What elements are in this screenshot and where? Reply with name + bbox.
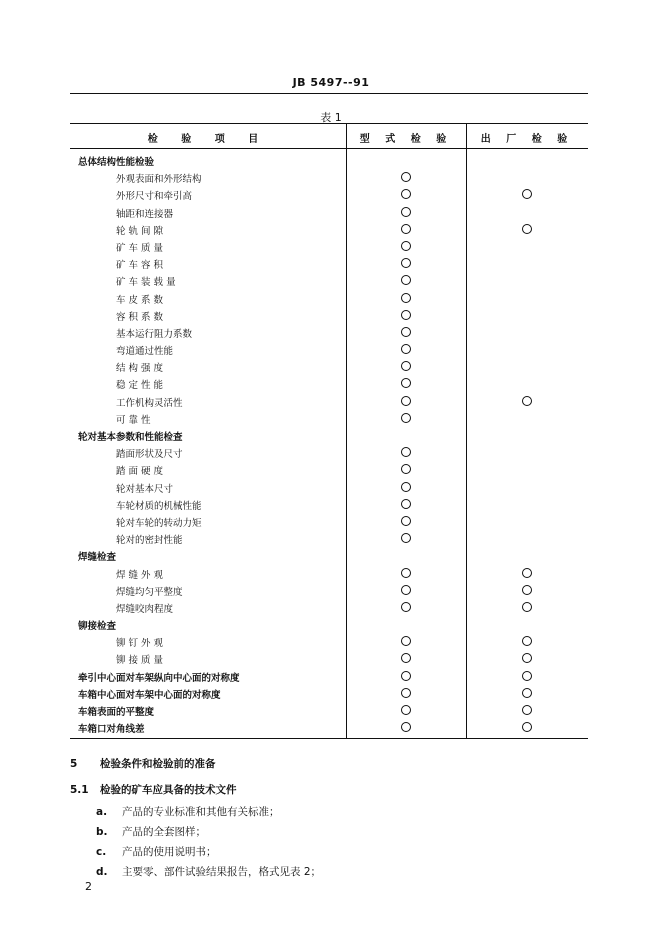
table-row <box>70 513 588 530</box>
row-label: 轮对的密封性能 <box>116 535 183 547</box>
table-row <box>70 565 588 582</box>
table-row <box>70 221 588 238</box>
row-label: 焊缝均匀平整度 <box>116 586 183 598</box>
table-row <box>70 186 588 203</box>
table-row <box>70 290 588 307</box>
table-row <box>70 272 588 289</box>
type-test-mark-icon <box>401 533 411 543</box>
row-label: 铆接检查 <box>78 621 117 633</box>
list-item: d. 主要零、部件试验结果报告，格式见表 2； <box>96 866 322 878</box>
table-row <box>70 461 588 478</box>
type-test-mark-icon <box>401 258 411 268</box>
table-row <box>70 702 588 719</box>
row-label: 容 积 系 数 <box>116 311 164 323</box>
row-label: 车 皮 系 数 <box>116 294 164 306</box>
row-label: 矿 车 质 量 <box>116 242 164 254</box>
type-test-mark-icon <box>401 636 411 646</box>
table-body <box>70 149 588 738</box>
factory-test-mark-icon <box>522 688 532 698</box>
table-row <box>70 547 588 564</box>
factory-test-mark-icon <box>522 722 532 732</box>
table-header <box>70 124 588 149</box>
factory-test-mark-icon <box>522 224 532 234</box>
table-row <box>70 444 588 461</box>
document-header: JB 5497--91 <box>292 76 370 89</box>
table-caption: 表 1 <box>320 111 342 124</box>
header-rule <box>70 93 588 94</box>
row-label: 轮对基本参数和性能检查 <box>78 432 183 443</box>
type-test-mark-icon <box>401 585 411 595</box>
table-row <box>70 393 588 410</box>
row-label: 外观表面和外形结构 <box>116 174 202 186</box>
type-test-mark-icon <box>401 344 411 354</box>
type-test-mark-icon <box>401 653 411 663</box>
factory-test-mark-icon <box>522 636 532 646</box>
list-item: a. 产品的专业标准和其他有关标准； <box>96 806 280 818</box>
table-row <box>70 341 588 358</box>
row-label: 基本运行阻力系数 <box>116 328 193 340</box>
factory-test-mark-icon <box>522 705 532 715</box>
factory-test-mark-icon <box>522 671 532 681</box>
table-row <box>70 427 588 444</box>
row-label: 车箱中心面对车架中心面的对称度 <box>78 689 221 701</box>
row-label: 踏面形状及尺寸 <box>116 449 183 461</box>
factory-test-mark-icon <box>522 602 532 612</box>
row-label: 焊 缝 外 观 <box>116 569 164 581</box>
table-row <box>70 668 588 685</box>
inspection-table <box>70 123 588 739</box>
list-item: b. 产品的全套图样； <box>96 826 206 838</box>
row-label: 弯道通过性能 <box>116 346 174 358</box>
table-row <box>70 410 588 427</box>
table-row <box>70 204 588 221</box>
row-label: 工作机构灵活性 <box>116 397 183 409</box>
header-type-test: 型 式 检 验 <box>359 134 453 145</box>
row-label: 铆 钉 外 观 <box>116 638 164 650</box>
row-label: 牵引中心面对车架纵向中心面的对称度 <box>78 672 240 684</box>
factory-test-mark-icon <box>522 568 532 578</box>
type-test-mark-icon <box>401 499 411 509</box>
list-item: c. 产品的使用说明书； <box>96 846 217 858</box>
type-test-mark-icon <box>401 671 411 681</box>
table-row <box>70 169 588 186</box>
factory-test-mark-icon <box>522 653 532 663</box>
row-label: 总体结构性能检验 <box>78 157 155 168</box>
type-test-mark-icon <box>401 310 411 320</box>
table-row <box>70 719 588 736</box>
table-row <box>70 633 588 650</box>
type-test-mark-icon <box>401 516 411 526</box>
row-label: 焊缝检查 <box>78 552 117 564</box>
type-test-mark-icon <box>401 361 411 371</box>
type-test-mark-icon <box>401 189 411 199</box>
row-label: 轮对车轮的转动力矩 <box>116 517 202 529</box>
header-factory-test: 出 厂 检 验 <box>480 134 574 145</box>
row-label: 外形尺寸和牵引高 <box>116 191 193 203</box>
table-row <box>70 152 588 169</box>
section-title: 检验条件和检验前的准备 <box>100 758 216 770</box>
type-test-mark-icon <box>401 447 411 457</box>
section-5-heading <box>70 756 216 771</box>
type-test-mark-icon <box>401 602 411 612</box>
type-test-mark-icon <box>401 378 411 388</box>
type-test-mark-icon <box>401 464 411 474</box>
type-test-mark-icon <box>401 705 411 715</box>
row-label: 结 构 强 度 <box>116 363 164 375</box>
row-label: 踏 面 硬 度 <box>116 466 164 478</box>
type-test-mark-icon <box>401 224 411 234</box>
page-number: 2 <box>85 880 92 893</box>
row-label: 焊缝咬肉程度 <box>116 603 174 615</box>
section-title: 检验的矿车应具备的技术文件 <box>100 784 237 796</box>
table-row <box>70 616 588 633</box>
table-row <box>70 479 588 496</box>
header-item: 检 验 项 目 <box>147 134 269 145</box>
type-test-mark-icon <box>401 172 411 182</box>
section-5-1-heading <box>70 782 237 797</box>
row-label: 矿 车 装 载 量 <box>116 277 176 289</box>
table-row <box>70 599 588 616</box>
table-row <box>70 496 588 513</box>
row-label: 车箱口对角线差 <box>78 724 145 736</box>
type-test-mark-icon <box>401 413 411 423</box>
table-row <box>70 650 588 667</box>
row-label: 可 靠 性 <box>116 414 151 426</box>
table-row <box>70 530 588 547</box>
type-test-mark-icon <box>401 568 411 578</box>
table-row <box>70 685 588 702</box>
row-label: 轮对基本尺寸 <box>116 483 174 495</box>
row-label: 稳 定 性 能 <box>116 380 164 392</box>
table-row <box>70 307 588 324</box>
row-label: 轮 轨 间 隙 <box>116 225 164 237</box>
table-row <box>70 582 588 599</box>
row-label: 车轮材质的机械性能 <box>116 500 202 512</box>
type-test-mark-icon <box>401 327 411 337</box>
factory-test-mark-icon <box>522 585 532 595</box>
section-number: 5.1 <box>70 784 89 796</box>
row-label: 铆 接 质 量 <box>116 655 164 667</box>
section-number: 5 <box>70 758 78 770</box>
type-test-mark-icon <box>401 241 411 251</box>
row-label: 矿 车 容 积 <box>116 260 164 272</box>
type-test-mark-icon <box>401 293 411 303</box>
table-row <box>70 375 588 392</box>
table-row <box>70 324 588 341</box>
table-row <box>70 358 588 375</box>
row-label: 车箱表面的平整度 <box>78 707 155 718</box>
type-test-mark-icon <box>401 688 411 698</box>
type-test-mark-icon <box>401 482 411 492</box>
factory-test-mark-icon <box>522 189 532 199</box>
type-test-mark-icon <box>401 275 411 285</box>
row-label: 轴距和连接器 <box>116 208 174 220</box>
table-row <box>70 238 588 255</box>
type-test-mark-icon <box>401 722 411 732</box>
factory-test-mark-icon <box>522 396 532 406</box>
type-test-mark-icon <box>401 207 411 217</box>
table-row <box>70 255 588 272</box>
type-test-mark-icon <box>401 396 411 406</box>
